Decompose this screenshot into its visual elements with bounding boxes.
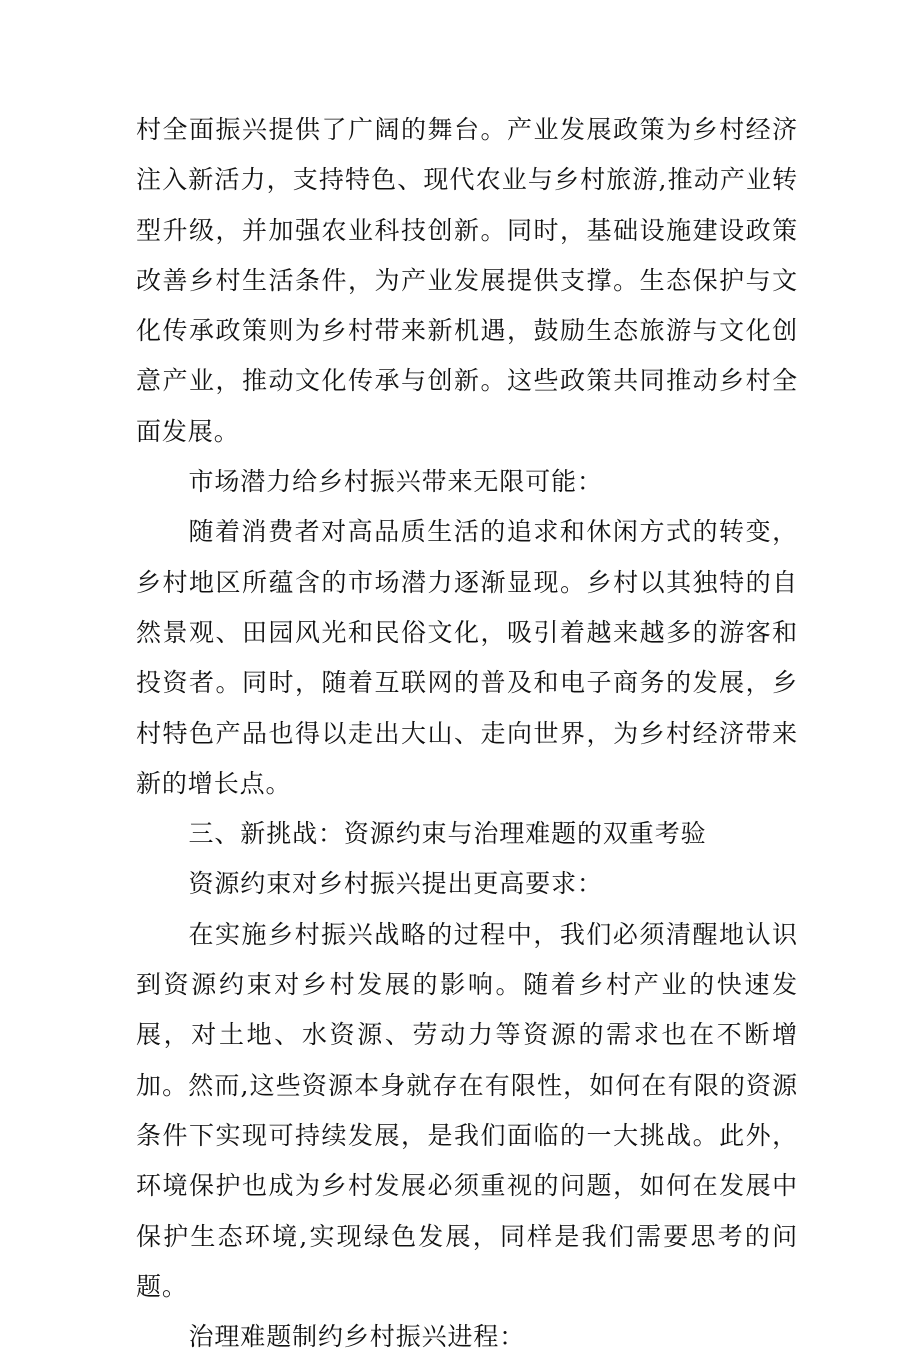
section-heading-new-challenges: 三、新挑战：资源约束与治理难题的双重考验 <box>188 819 707 849</box>
document-body <box>136 105 798 1362</box>
paragraph-market-heading: 市场潜力给乡村振兴带来无限可能： <box>188 467 603 497</box>
paragraph-policy-continuation: 村全面振兴提供了广阔的舞台。产业发展政策为乡村经济注入新活力，支持特色、现代农业与乡村旅游,推动产业转型升级，并加强农业科技创新。同时，基础设施建设政策改善乡村生活条件，为产业发展提供支撑。生态保护与文化传承政策则为乡村带来新机遇，鼓励生态旅游与文化创意产业，推动文化传承与创新。这些政策共同推动乡村全面发展。 <box>136 115 798 446</box>
paragraph-market-body: 随着消费者对高品质生活的追求和休闲方式的转变，乡村地区所蕴含的市场潜力逐渐显现。乡村以其独特的自然景观、田园风光和民俗文化，吸引着越来越多的游客和投资者。同时，随着互联网的普及和电子商务的发展，乡村特色产品也得以走出大山、走向世界，为乡村经济带来新的增长点。 <box>136 517 798 798</box>
paragraph-resource-heading: 资源约束对乡村振兴提出更高要求： <box>188 869 603 899</box>
paragraph-resource-body: 在实施乡村振兴战略的过程中，我们必须清醒地认识到资源约束对乡村发展的影响。随着乡村产业的快速发展，对土地、水资源、劳动力等资源的需求也在不断增加。然而,这些资源本身就存在有限性，如何在有限的资源条件下实现可持续发展，是我们面临的一大挑战。此外，环境保护也成为乡村发展必须重视的问题，如何在发展中保护生态环境,实现绿色发展，同样是我们需要思考的问题。 <box>136 919 798 1301</box>
paragraph-governance-heading: 治理难题制约乡村振兴进程： <box>188 1322 526 1352</box>
